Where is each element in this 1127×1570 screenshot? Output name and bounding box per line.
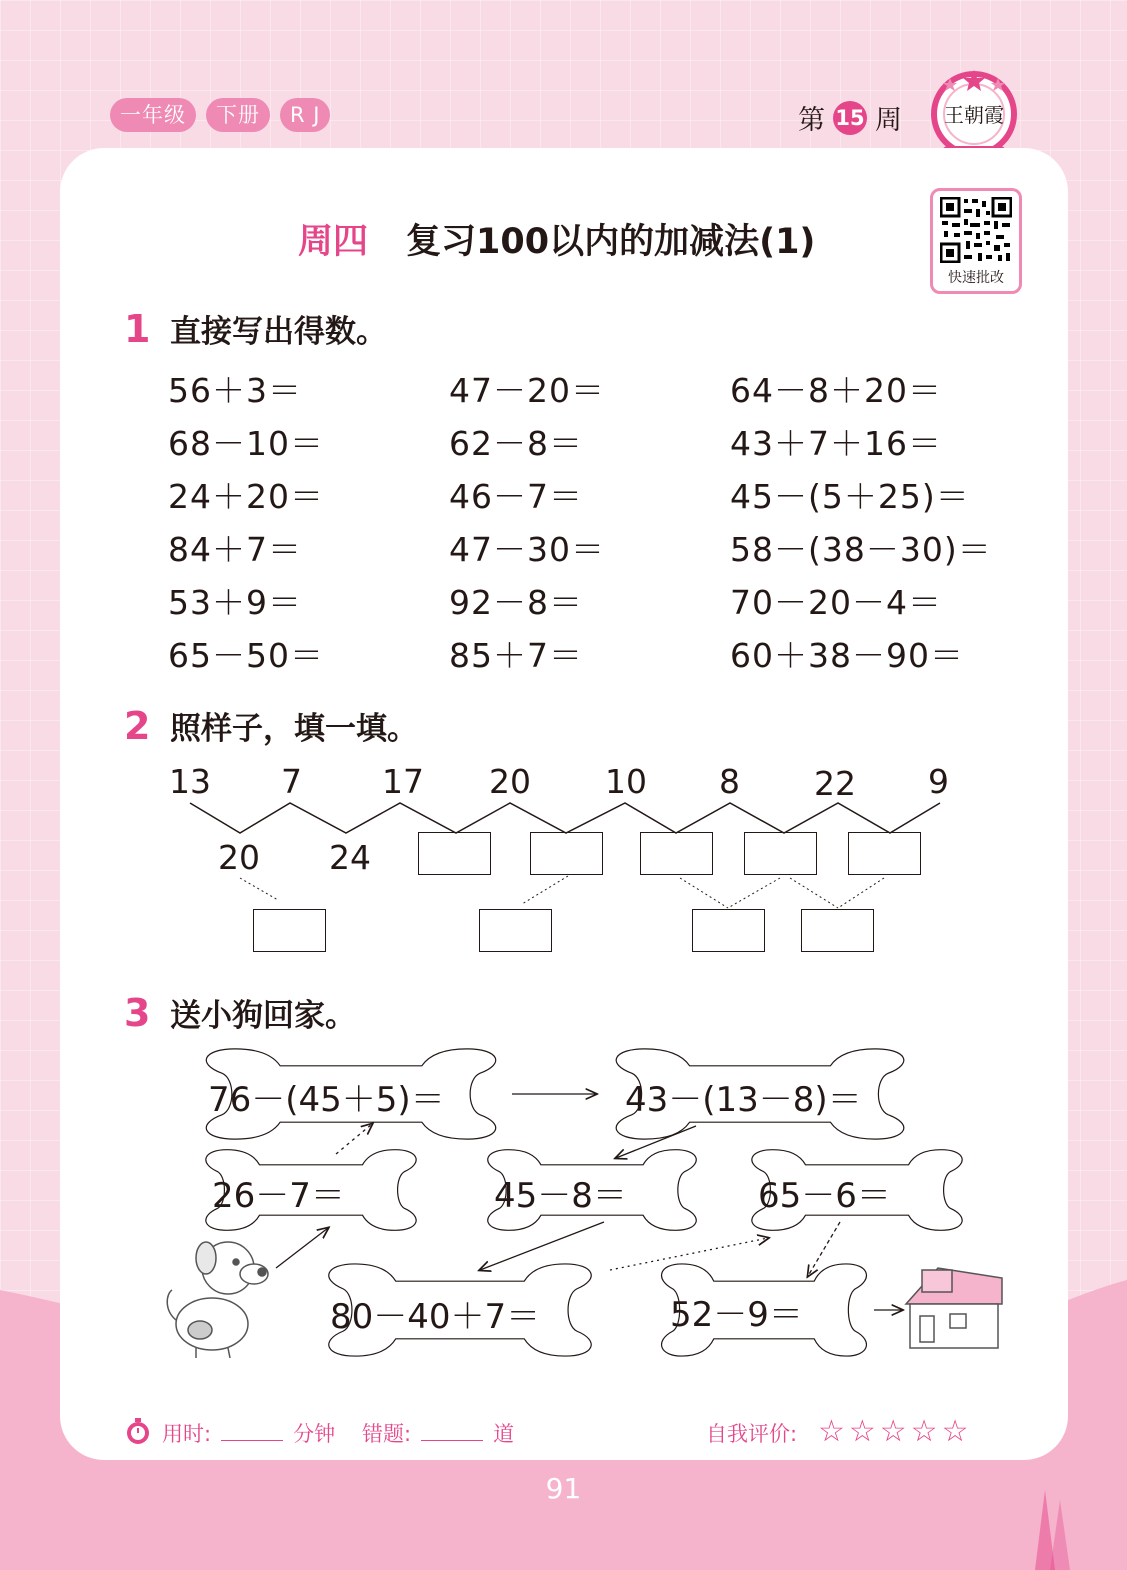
title-day: 周四 — [298, 222, 369, 262]
time-label: 用时: — [162, 1422, 212, 1446]
problem: 45－(5＋25)＝ — [730, 477, 970, 516]
title-text: 复习100以内的加减法(1) — [406, 222, 816, 262]
section-2-heading — [124, 703, 418, 748]
section-2-number: 2 — [124, 703, 151, 748]
section-1-title: 直接写出得数。 — [170, 314, 387, 350]
week-number-badge: 15 — [833, 101, 867, 135]
section-3-title: 送小狗回家。 — [170, 998, 356, 1034]
problem: 58－(38－30)＝ — [730, 530, 992, 569]
problem: 65－50＝ — [168, 636, 324, 675]
top-number: 17 — [382, 762, 424, 801]
problem: 60＋38－90＝ — [730, 636, 964, 675]
answer-box[interactable] — [692, 909, 765, 952]
bone-problem: 80－40＋7＝ — [330, 1297, 541, 1337]
bone-problem: 76－(45＋5)＝ — [208, 1080, 445, 1120]
volume-tag: 下册 — [206, 98, 270, 132]
section-2-title: 照样子，填一填。 — [170, 711, 418, 747]
top-number: 13 — [169, 762, 211, 801]
problem: 47－30＝ — [449, 530, 605, 569]
section-3-number: 3 — [124, 990, 151, 1035]
page-number: 91 — [545, 1472, 582, 1505]
week-prefix: 第 — [798, 105, 825, 136]
time-spent — [162, 1418, 335, 1448]
bone-problem: 43－(13－8)＝ — [625, 1080, 862, 1120]
problem: 56＋3＝ — [168, 371, 302, 410]
error-count — [362, 1418, 514, 1448]
answer-box[interactable] — [418, 832, 491, 875]
errors-label: 错题: — [362, 1422, 412, 1446]
problem: 70－20－4＝ — [730, 583, 942, 622]
bone-problem: 45－8＝ — [494, 1176, 627, 1216]
stopwatch-icon — [124, 1416, 152, 1446]
qr-label: 快速批改 — [948, 270, 1004, 286]
answer-box[interactable] — [253, 909, 326, 952]
bone-problem: 65－6＝ — [758, 1176, 891, 1216]
problem: 62－8＝ — [449, 424, 583, 463]
answer-box[interactable] — [530, 832, 603, 875]
week-indicator — [798, 98, 902, 137]
bone-problem: 26－7＝ — [212, 1176, 345, 1216]
problem: 46－7＝ — [449, 477, 583, 516]
section-3-heading — [124, 990, 356, 1035]
answer-box[interactable] — [479, 909, 552, 952]
answer-box[interactable] — [640, 832, 713, 875]
problem: 92－8＝ — [449, 583, 583, 622]
example-sum: 20 — [218, 838, 260, 877]
errors-blank[interactable] — [421, 1440, 483, 1441]
rating-stars[interactable]: ☆☆☆☆☆ — [818, 1414, 973, 1449]
time-unit: 分钟 — [293, 1422, 336, 1446]
top-number: 7 — [281, 762, 302, 801]
top-number: 9 — [928, 762, 949, 801]
answer-box[interactable] — [848, 832, 921, 875]
week-suffix: 周 — [875, 105, 902, 136]
qr-code-icon — [940, 197, 1012, 263]
problem: 64－8＋20＝ — [730, 371, 942, 410]
problem: 68－10＝ — [168, 424, 324, 463]
time-blank[interactable] — [221, 1440, 283, 1441]
bone-problem: 52－9＝ — [670, 1295, 803, 1335]
grade-tags — [110, 98, 330, 132]
problem: 84＋7＝ — [168, 530, 302, 569]
grade-tag: 一年级 — [110, 98, 196, 132]
page-title — [298, 214, 815, 264]
example-sum: 24 — [329, 838, 371, 877]
problem: 24＋20＝ — [168, 477, 324, 516]
self-evaluation-label: 自我评价: — [706, 1422, 798, 1446]
problem: 53＋9＝ — [168, 583, 302, 622]
section-1-heading — [124, 306, 387, 351]
section-1-number: 1 — [124, 306, 151, 351]
qr-code[interactable] — [930, 188, 1022, 294]
errors-unit: 道 — [493, 1422, 515, 1446]
problem: 85＋7＝ — [449, 636, 583, 675]
edition-tag: R J — [280, 98, 330, 132]
answer-box[interactable] — [744, 832, 817, 875]
top-number: 20 — [489, 762, 531, 801]
answer-box[interactable] — [801, 909, 874, 952]
svg-text:王朝霞: 王朝霞 — [944, 103, 1004, 127]
top-number: 22 — [814, 764, 856, 803]
problem: 43＋7＋16＝ — [730, 424, 942, 463]
top-number: 10 — [605, 762, 647, 801]
problem: 47－20＝ — [449, 371, 605, 410]
top-number: 8 — [719, 762, 740, 801]
